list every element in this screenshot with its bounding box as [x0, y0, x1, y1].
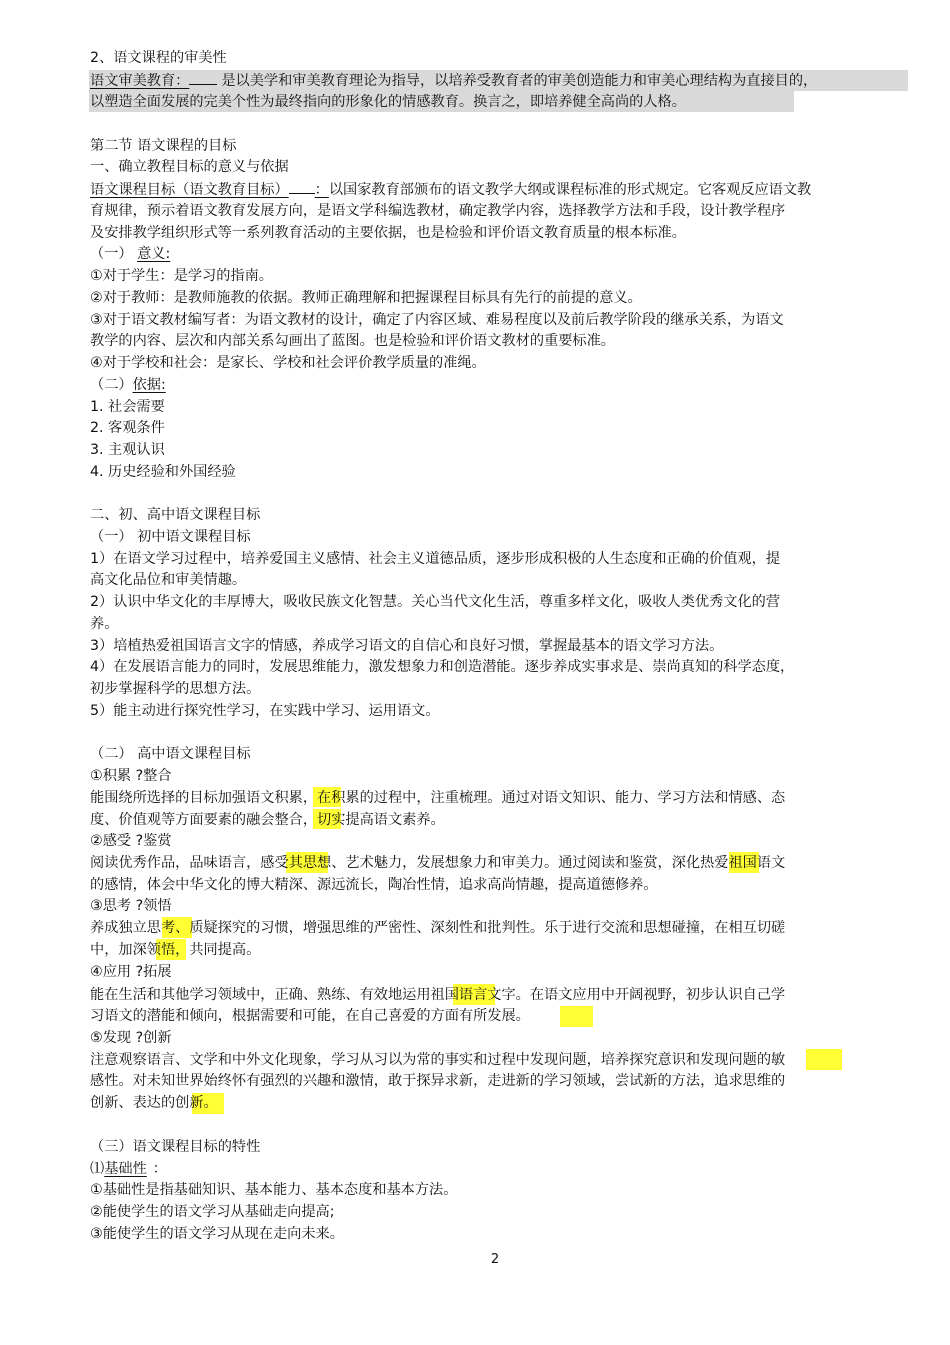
paragraph-line: 习语文的潜能和倾向，根据需要和可能，在自己喜爱的方面有所发展。: [90, 1008, 530, 1024]
highlight-mark: [560, 1006, 593, 1027]
goal-heading: ⑤发现 ?创新: [90, 1030, 172, 1046]
paragraph-line: 高文化品位和审美情趣。: [90, 572, 247, 588]
list-item: 4. 历史经验和外国经验: [90, 464, 236, 480]
list-item: ①对于学生：是学习的指南。: [90, 268, 273, 284]
subsection-title: （三）语文课程目标的特性: [90, 1139, 261, 1155]
list-item: 2. 客观条件: [90, 420, 165, 436]
goal-heading: ③思考 ?领悟: [90, 898, 172, 914]
section-title: 二、初、高中语文课程目标: [90, 507, 261, 523]
basis-heading: （二）依据:: [90, 377, 166, 393]
definition-line: 以塑造全面发展的完美个性为最终指向的形象化的情感教育。换言之，即培养健全高尚的人格。: [90, 94, 686, 110]
section-heading: 2、语文课程的审美性: [90, 50, 227, 66]
paragraph-line: 初步掌握科学的思想方法。: [90, 681, 261, 697]
list-item: 1. 社会需要: [90, 399, 165, 415]
goal-heading: ①积累 ?整合: [90, 768, 172, 784]
paragraph-line: 能围绕所选择的目标加强语文积累，在积累的过程中，注重梳理。通过对语文知识、能力、学习方法和情感、态: [90, 790, 786, 806]
definition-term: 语文课程目标（语文教育目标）: [90, 182, 289, 198]
paragraph-line: 阅读优秀作品，品味语言，感受其思想、艺术魅力，发展想象力和审美力。通过阅读和鉴赏，深化热爱祖国语文: [90, 855, 786, 871]
list-item: 教学的内容、层次和内部关系勾画出了蓝图。也是检验和评价语文教材的重要标准。: [90, 333, 615, 349]
list-item: ④对于学校和社会：是家长、学校和社会评价教学质量的准绳。: [90, 355, 486, 371]
paragraph-line: 2）认识中华文化的丰厚博大，吸收民族文化智慧。关心当代文化生活，尊重多样文化，吸收人类优秀文化的营: [90, 594, 781, 610]
list-item: ②对于教师：是教师施教的依据。教师正确理解和把握课程目标具有先行的前提的意义。: [90, 290, 642, 306]
paragraph-line: 感性。对未知世界始终怀有强烈的兴趣和激情，敢于探异求新，走进新的学习领域，尝试新的方法，追求思维的: [90, 1073, 786, 1089]
paragraph-line: 养成独立思考、质疑探究的习惯，增强思维的严密性、深刻性和批判性。乐于进行交流和思想碰撞，在相互切磋: [90, 920, 786, 936]
definition-line: 育规律，预示着语文教育发展方向，是语文学科编选教材，确定教学内容，选择教学方法和手段，设计教学程序: [90, 203, 786, 219]
paragraph-line: 3）培植热爱祖国语言文字的情感，养成学习语文的自信心和良好习惯，掌握最基本的语文学习方法。: [90, 638, 724, 654]
paragraph-line: 中，加深领悟，共同提高。: [90, 942, 261, 958]
list-item: ③能使学生的语文学习从现在走向未来。: [90, 1226, 344, 1242]
paragraph-line: 注意观察语言、文学和中外文化现象，学习从习以为常的事实和过程中发现问题，培养探究意识和发现问题的敏: [90, 1052, 786, 1068]
paragraph-line: 5）能主动进行探究性学习，在实践中学习、运用语文。: [90, 703, 440, 719]
paragraph-line: 的感情，体会中华文化的博大精深、源远流长，陶冶性情，追求高尚情趣，提高道德修养。: [90, 877, 658, 893]
list-item: 3. 主观认识: [90, 442, 165, 458]
paragraph-line: 1）在语文学习过程中，培养爱国主义感情、社会主义道德品质，逐步形成积极的人生态度和正确的价值观，提: [90, 551, 781, 567]
page-number: 2: [490, 1252, 500, 1267]
paragraph-line: 养。: [90, 616, 119, 632]
paragraph-line: 4）在发展语言能力的同时，发展思维能力，激发想象力和创造潜能。逐步养成实事求是、崇尚真知的科学态度，: [90, 659, 795, 675]
meaning-heading: （一） 意义:: [90, 246, 171, 262]
paragraph-line: 创新、表达的创新。: [90, 1095, 218, 1111]
feature-heading: ⑴基础性 ：: [90, 1161, 167, 1177]
goal-heading: ②感受 ?鉴赏: [90, 833, 172, 849]
definition-line: 及安排教学组织形式等一系列教育活动的主要依据，也是检验和评价语文教育质量的根本标准。: [90, 225, 686, 241]
section-title: 第二节 语文课程的目标: [90, 138, 237, 154]
list-item: ②能使学生的语文学习从基础走向提高;: [90, 1204, 335, 1220]
goal-heading: ④应用 ?拓展: [90, 964, 172, 980]
definition-line: 语文课程目标（语文教育目标） ：以国家教育部颁布的语文教学大纲或课程标准的形式规定。它客观反应语文教: [90, 179, 811, 200]
subsection-title: （二） 高中语文课程目标: [90, 746, 251, 762]
highlight-mark: [806, 1049, 842, 1070]
paragraph-line: 度、价值观等方面要素的融会整合，切实提高语文素养。: [90, 812, 445, 828]
list-item: ①基础性是指基础知识、基本能力、基本态度和基本方法。: [90, 1182, 458, 1198]
definition-term: 语文审美教育：: [90, 73, 190, 89]
definition-line: 语文审美教育： 是以美学和审美教育理论为指导，以培养受教育者的审美创造能力和审美心理结构为直接目的，: [90, 70, 817, 91]
list-item: ③对于语文教材编写者：为语文教材的设计，确定了内容区域、难易程度以及前后教学阶段的继承关系，为语文: [90, 312, 784, 328]
subsection-title: （一） 初中语文课程目标: [90, 529, 251, 545]
subsection-title: 一、确立教程目标的意义与依据: [90, 159, 289, 175]
paragraph-line: 能在生活和其他学习领域中，正确、熟练、有效地运用祖国语言文字。在语文应用中开阔视野，初步认识自己学: [90, 987, 786, 1003]
